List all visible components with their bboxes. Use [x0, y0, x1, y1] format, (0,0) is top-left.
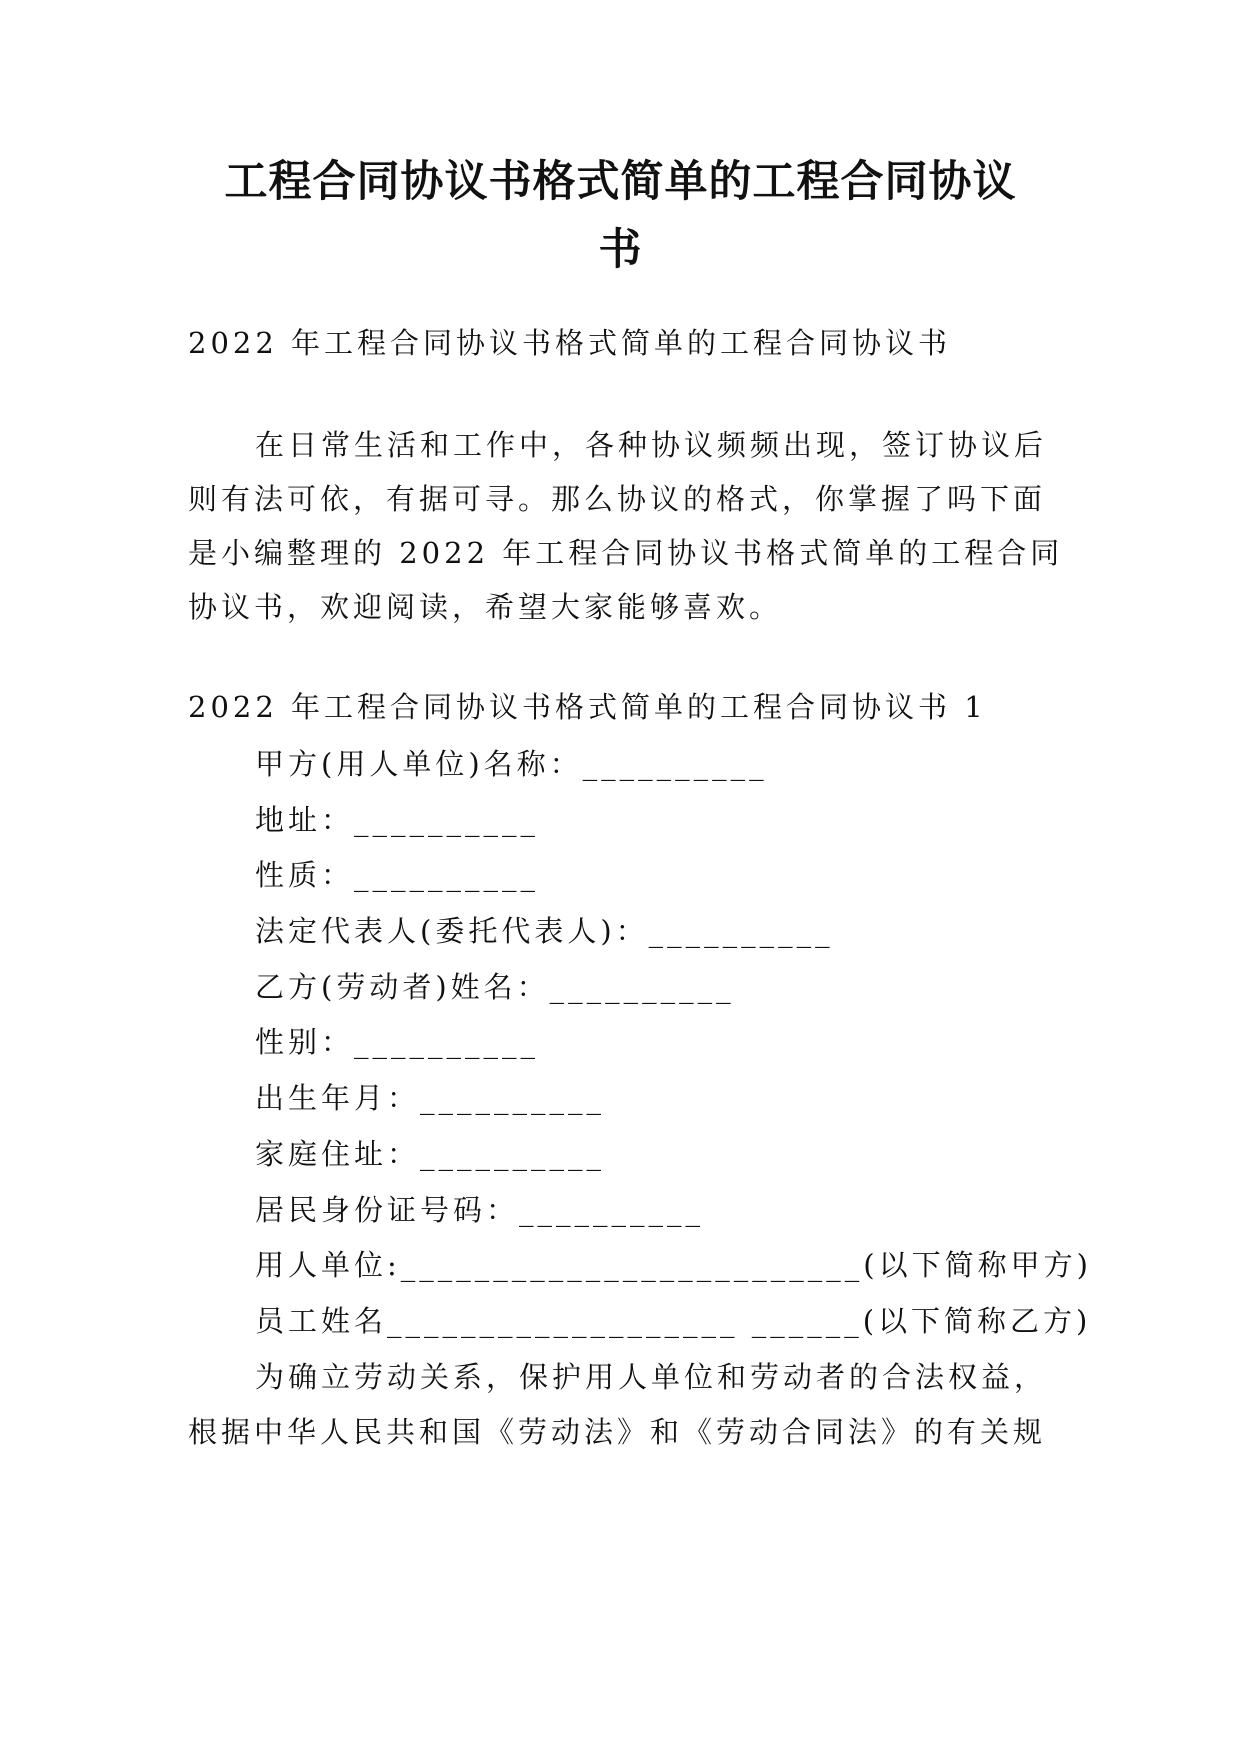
- field-employer: 用人单位:_________________________(以下简称甲方): [255, 1248, 1092, 1282]
- field-nature: 性质：__________: [255, 858, 540, 892]
- title-line-2: 书: [598, 225, 643, 275]
- intro-line-1: 在日常生活和工作中，各种协议频频出现，签订协议后: [255, 428, 1048, 462]
- field-id-number: 居民身份证号码：__________: [255, 1193, 705, 1227]
- document-title: [160, 148, 1081, 284]
- intro-line-4: 协议书，欢迎阅读，希望大家能够喜欢。: [188, 590, 783, 624]
- title-line-1: 工程合同协议书格式简单的工程合同协议: [224, 157, 1017, 207]
- field-employee-name: 员工姓名___________________ ______(以下简称乙方): [255, 1304, 1092, 1338]
- subtitle: 2022 年工程合同协议书格式简单的工程合同协议书: [188, 326, 952, 360]
- field-address: 地址：__________: [255, 803, 540, 837]
- field-gender: 性别：__________: [255, 1025, 540, 1059]
- section-heading: 2022 年工程合同协议书格式简单的工程合同协议书 1: [188, 690, 987, 724]
- field-home-address: 家庭住址：__________: [255, 1137, 606, 1171]
- field-party-a-name: 甲方(用人单位)名称：__________: [255, 747, 768, 781]
- closing-line-2: 根据中华人民共和国《劳动法》和《劳动合同法》的有关规: [188, 1415, 1047, 1449]
- field-birth-date: 出生年月：__________: [255, 1081, 606, 1115]
- field-party-b-name: 乙方(劳动者)姓名：__________: [255, 970, 735, 1004]
- field-legal-representative: 法定代表人(委托代表人)：__________: [255, 914, 834, 948]
- intro-line-3: 是小编整理的 2022 年工程合同协议书格式简单的工程合同: [188, 536, 1064, 570]
- closing-line-1: 为确立劳动关系，保护用人单位和劳动者的合法权益，: [255, 1360, 1048, 1394]
- intro-line-2: 则有法可依，有据可寻。那么协议的格式，你掌握了吗下面: [188, 482, 1047, 516]
